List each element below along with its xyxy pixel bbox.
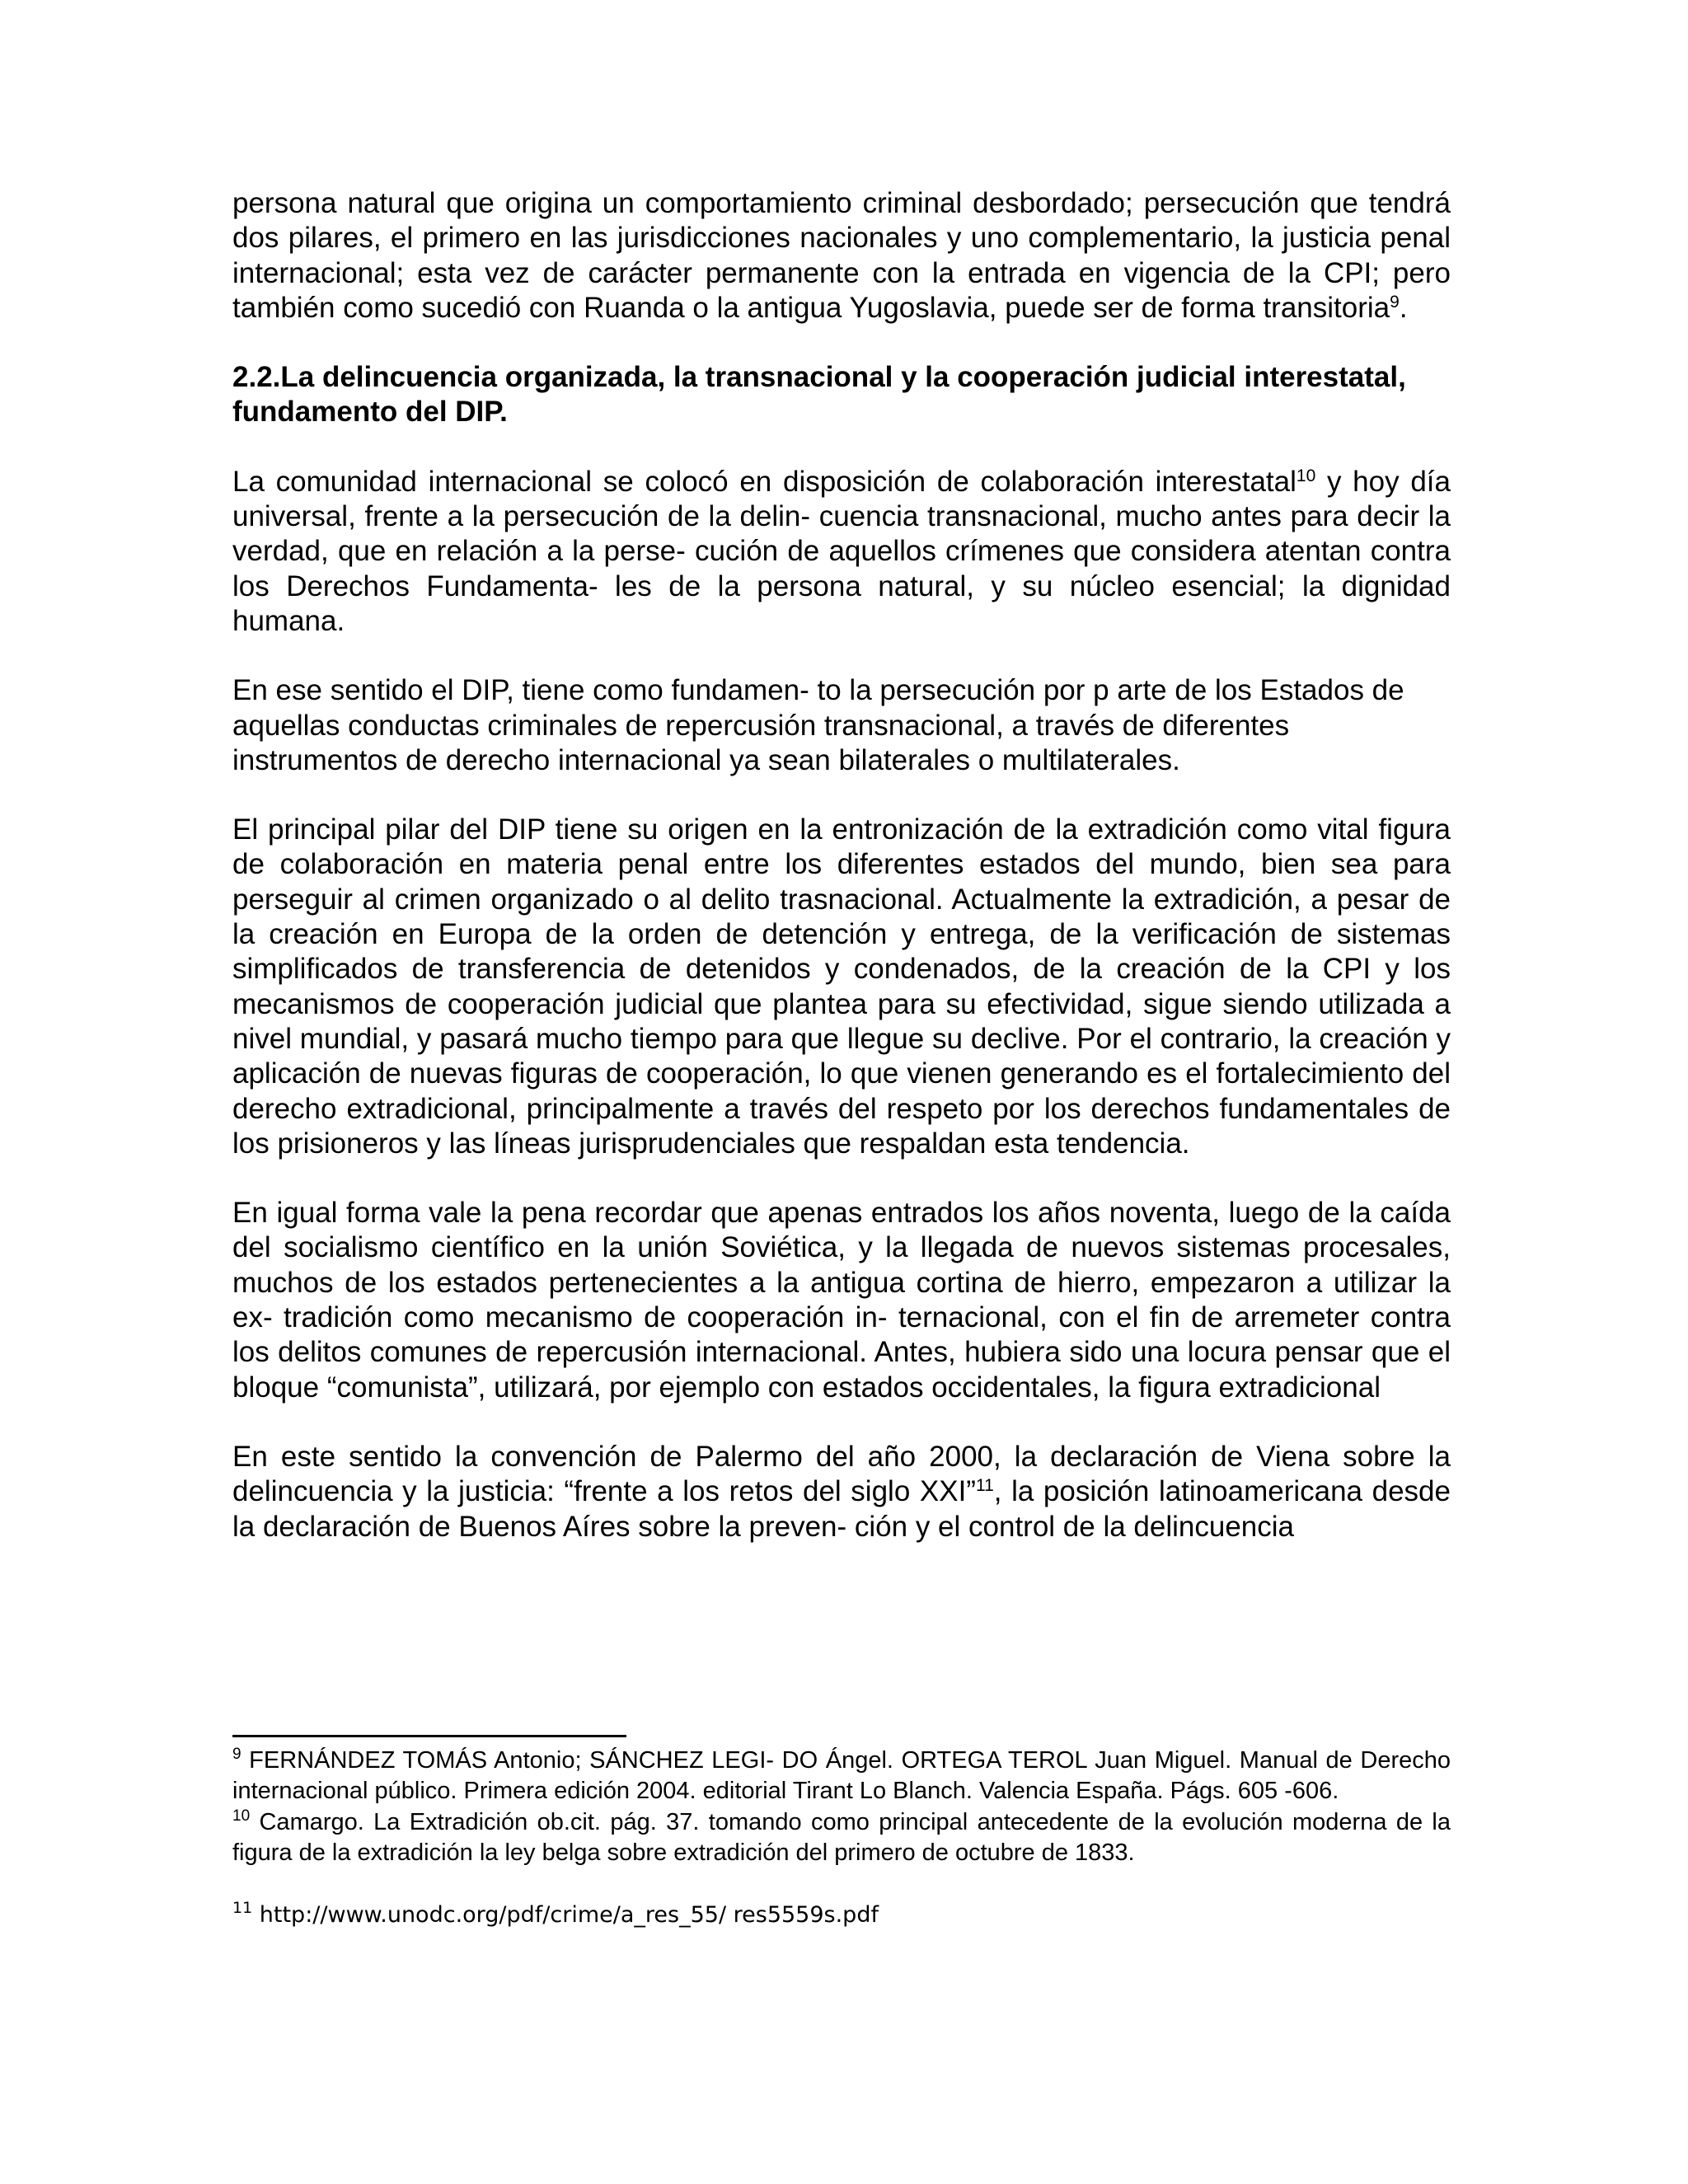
footnote-ref-10[interactable]: 10	[1296, 466, 1316, 485]
footnote-10: $^{10}$ Camargo. La Extradición ob.cit. pág. 37. tomando como principal antecedente de la evolución moderna de la figura de la extradición la ley belga sobre extradición del primero de octubre de 1833.	[232, 1807, 1451, 1866]
paragraph-3: En ese sentido el DIP, tiene como fundamen- to la persecución por p arte de los Estados de aquellas conductas criminales de repercusión transnacional, a través de diferentes instrumentos de derecho internacional ya sean bilaterales o multilaterales.	[232, 674, 1404, 776]
section-heading: 2.2.La delincuencia organizada, la transnacional y la cooperación judicial interestatal, fundamento del DIP.	[232, 361, 1406, 429]
paragraph-1: persona natural que origina un comportamiento criminal desbordado; persecución que tendrá dos pilares, el primero en las jurisdicciones nacionales y uno complementario, la justicia penal internacional; esta vez de carácter permanente con la entrada en vigencia de la CPI; pero también como sucedió con Ruanda o la antigua Yugoslavia, puede ser de forma transitoria$^9$.	[232, 187, 1451, 324]
body-text	[232, 186, 1451, 1544]
footnote-11: $^{11}$ http://www.unodc.org/pdf/crime/a_res_55/ res5559s.pdf	[232, 1899, 879, 1929]
footnote-ref-11[interactable]: 11	[975, 1476, 994, 1496]
paragraph-2: La comunidad internacional se colocó en disposición de colaboración interestatal$^{10}$ y hoy día universal, frente a la persecución de la delin- cuencia transnacional, mucho antes para decir la verdad, que en relación a la perse- cución de aquellos crímenes que considera atentan contra los Derechos Fundamenta- les de la persona natural, y su núcleo esencial; la dignidad humana.	[232, 465, 1451, 637]
footnote-11-link[interactable]: http://www.unodc.org/pdf/crime/a_res_55/ res5559s.pdf	[252, 1902, 879, 1929]
footnote-ref-9[interactable]: 9	[1390, 292, 1400, 312]
footnote-9: $^9$ FERNÁNDEZ TOMÁS Antonio; SÁNCHEZ LEGI- DO Ángel. ORTEGA TEROL Juan Miguel. Manual de Derecho internacional público. Primera edición 2004. editorial Tirant Lo Blanch. Valencia España. Págs. 605 -606.	[232, 1746, 1451, 1805]
paragraph-6: En este sentido la convención de Palermo del año 2000, la declaración de Viena sobre la delincuencia y la justicia: “frente a los retos del siglo XXI”$^{11}$, la posición latinoamericana desde la declaración de Buenos Aíres sobre la preven- ción y el control de la delincuencia	[232, 1440, 1451, 1543]
footnotes	[232, 1746, 1451, 1930]
paragraph-5: En igual forma vale la pena recordar que apenas entrados los años noventa, luego de la caída del socialismo científico en la unión Soviética, y la llegada de nuevos sistemas procesales, muchos de los estados pertenecientes a la antigua cortina de hierro, empezaron a utilizar la ex- tradición como mecanismo de cooperación in- ternacional, con el fin de arremeter contra los delitos comunes de repercusión internacional. Antes, hubiera sido una locura pensar que el bloque “comunista”, utilizará, por ejemplo con estados occidentales, la figura extradicional	[232, 1197, 1451, 1404]
footnote-separator	[232, 1735, 626, 1737]
paragraph-4: El principal pilar del DIP tiene su origen en la entronización de la extradición como vital figura de colaboración en materia penal entre los diferentes estados del mundo, bien sea para perseguir al crimen organizado o al delito trasnacional. Actualmente la extradición, a pesar de la creación en Europa de la orden de detención y entrega, de la verificación de sistemas simplificados de transferencia de detenidos y condenados, de la creación de la CPI y los mecanismos de cooperación judicial que plantea para su efectividad, sigue siendo utilizada a nivel mundial, y pasará mucho tiempo para que llegue su declive. Por el contrario, la creación y aplicación de nuevas figuras de cooperación, lo que vienen generando es el fortalecimiento del derecho extradicional, principalmente a través del respeto por los derechos fundamentales de los prisioneros y las líneas jurisprudenciales que respaldan esta tendencia.	[232, 813, 1451, 1160]
